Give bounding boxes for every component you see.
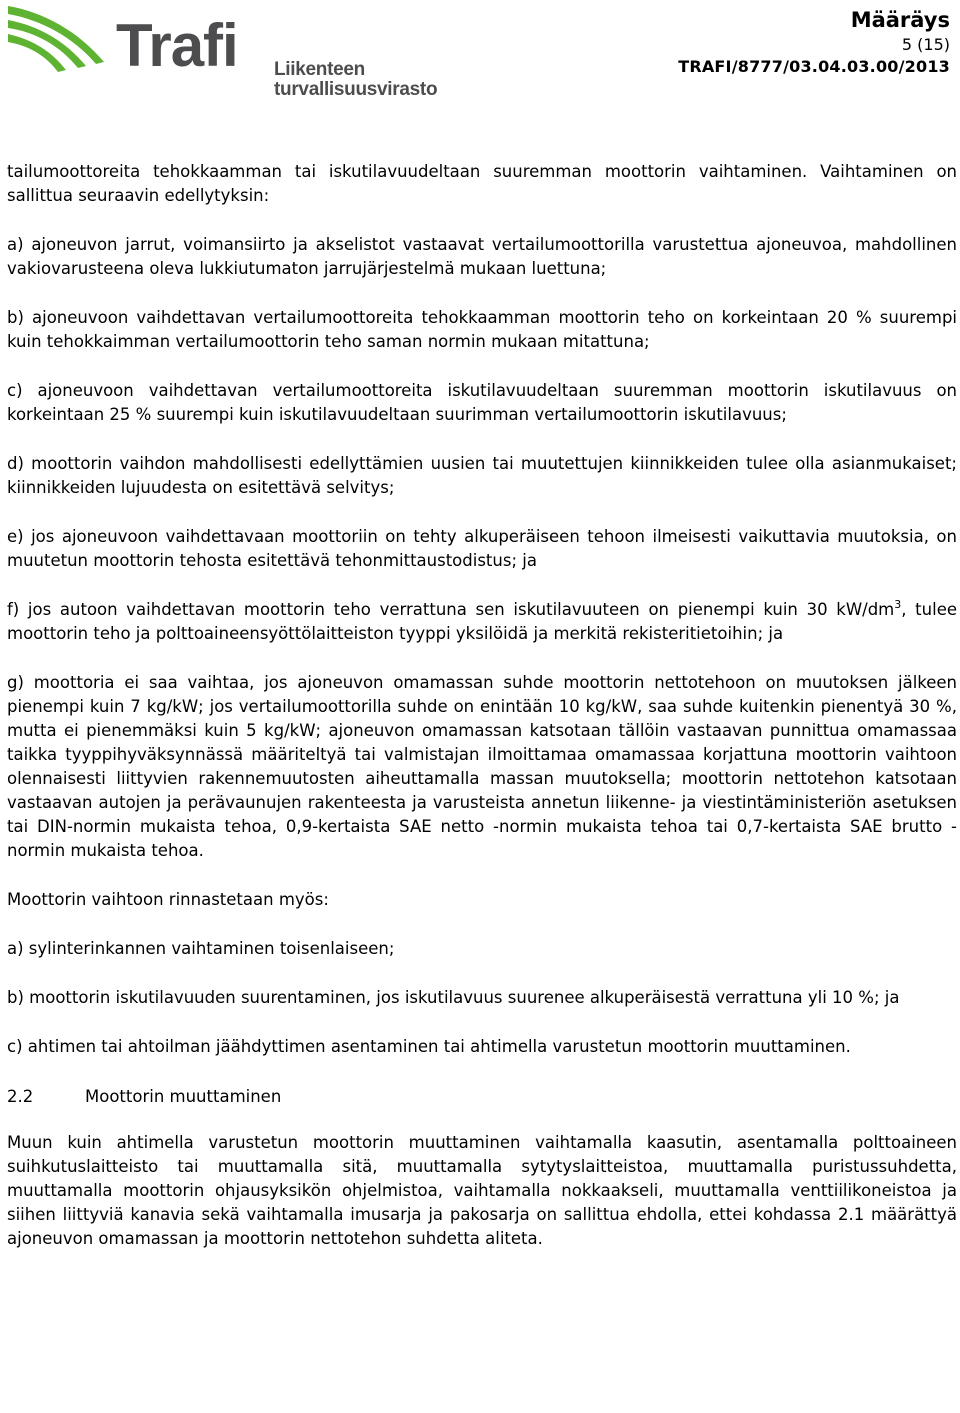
equivalent-b: b) moottorin iskutilavuuden suurentaminen, jos iskutilavuus suurenee alkuperäisestä verrattuna yli 10 %; ja (7, 988, 900, 1007)
document-body (7, 160, 957, 1276)
intro-paragraph: tailumoottoreita tehokkaamman tai iskutilavuudeltaan suuremman moottorin vaihtaminen. Vaihtaminen on sallittua seuraavin edellytyksin: (7, 162, 957, 205)
equivalent-c: c) ahtimen tai ahtoilman jäähdyttimen asentaminen tai ahtimella varustetun moottorin muuttaminen. (7, 1037, 851, 1056)
section-title: Moottorin muuttaminen (85, 1087, 282, 1106)
trafi-swoosh-icon (4, 2, 114, 82)
document-meta (678, 6, 950, 78)
condition-f-text-cont: , tulee moottorin teho ja polttoaineensyöttölaitteiston tyyppi yksilöidä ja merkitä rekisteritietoihin; ja (7, 600, 957, 643)
condition-d: d) moottorin vaihdon mahdollisesti edellyttämien uusien tai muutettujen kiinnikkeiden tulee olla asianmukaiset; kiinnikkeiden lujuudesta on esitettävä selvitys; (7, 454, 957, 497)
page-number: 5 (15) (901, 35, 950, 54)
condition-b: b) ajoneuvoon vaihdettavan vertailumoottoreita tehokkaamman moottorin teho on korkeintaan 20 % suurempi kuin tehokkaimman vertailumoottorin teho saman normin mukaan mitattuna; (7, 308, 957, 351)
trafi-logo (4, 2, 524, 100)
document-reference: TRAFI/8777/03.04.03.00/2013 (678, 57, 950, 76)
condition-c: c) ajoneuvoon vaihdettavan vertailumoottoreita iskutilavuudeltaan suuremman moottorin iskutilavuus on korkeintaan 25 % suurempi kuin iskutilavuudeltaan suurimman vertailumoottorin iskutilavuus; (7, 381, 957, 424)
document-type: Määräys (850, 8, 950, 32)
condition-a: a) ajoneuvon jarrut, voimansiirto ja akselistot vastaavat vertailumoottorilla varustettua ajoneuvoa, mahdollinen vakiovarusteena oleva lukkiutumaton jarrujärjestelmä mukaan luettuna; (7, 235, 957, 278)
page-header (0, 0, 960, 100)
condition-f (7, 598, 957, 646)
condition-g: g) moottoria ei saa vaihtaa, jos ajoneuvon omamassan suhde moottorin nettotehoon on muutoksen jälkeen pienempi kuin 7 kg/kW; jos vertailumoottorilla suhde on enintään 10 kg/kW, saa suhde kuitenkin pienentyä 30 %, mutta ei pienemmäksi kuin 5 kg/kW; ajoneuvon omamassan katsotaan tällöin vastaavan punnittua omamassaa taikka tyyppihyväksynnässä määriteltyä tai valmistajan ilmoittamaa omamassaa korjattuna moottorin vaihtoon olennaisesti liittyvien rakennemuutosten aiheuttamalla massan muutoksella; moottorin nettotehon katsotaan vastaavan autojen ja perävaunujen rakenteesta ja varusteista annetun liikenne- ja viestintäministeriön asetuksen tai DIN-normin mukaista tehoa, 0,9-kertaista SAE netto -normin mukaista tehoa tai 0,7-kertaista SAE brutto -normin mukaista tehoa. (7, 673, 957, 860)
section-number: 2.2 (7, 1087, 34, 1106)
superscript-3: 3 (894, 598, 902, 611)
logo-tagline: Liikenteen turvallisuusvirasto (274, 59, 438, 100)
equivalents-intro: Moottorin vaihtoon rinnastetaan myös: (7, 890, 329, 909)
condition-e: e) jos ajoneuvoon vaihdettavaan moottoriin on tehty alkuperäiseen tehoon ilmeisesti vaikuttavia muutoksia, on muutetun moottorin tehosta esitettävä tehonmittaustodistus; ja (7, 527, 957, 570)
equivalent-a: a) sylinterinkannen vaihtaminen toisenlaiseen; (7, 939, 395, 958)
section-heading (7, 1085, 957, 1109)
logo-wordmark: Trafi (116, 12, 238, 79)
condition-f-text: f) jos autoon vaihdettavan moottorin teho verrattuna sen iskutilavuuteen on pienempi kuin 30 kW/dm (7, 600, 895, 619)
section-paragraph: Muun kuin ahtimella varustetun moottorin muuttaminen vaihtamalla kaasutin, asentamalla polttoaineen suihkutuslaitteisto tai muuttamalla sitä, muuttamalla sytytyslaitteistoa, muuttamalla puristussuhdetta, muuttamalla moottorin ohjausyksikön ohjelmistoa, vaihtamalla nokkaakseli, muuttamalla venttiilikoneistoa ja siihen liittyviä kanavia sekä vaihtamalla imusarja ja pakosarja on sallittua ehdolla, ettei kohdassa 2.1 määrättyä ajoneuvon omamassan ja moottorin nettotehon suhdetta aliteta. (7, 1133, 957, 1248)
